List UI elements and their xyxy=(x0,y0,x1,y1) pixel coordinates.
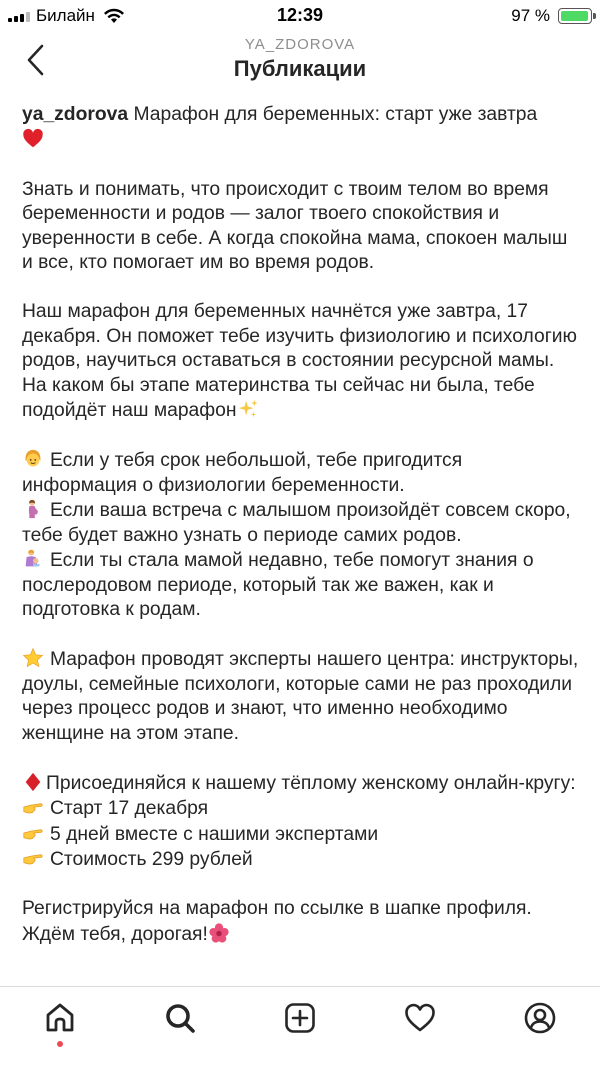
hibiscus-icon xyxy=(208,922,230,944)
woman-icon xyxy=(22,448,44,470)
register-text: Регистрируйся на марафон по ссылке в шапке профиля. Ждём тебя, дорогая! xyxy=(22,898,532,945)
page-title: Публикации xyxy=(233,56,367,81)
breastfeeding-icon xyxy=(22,548,44,570)
battery-group xyxy=(511,6,592,26)
tab-search[interactable] xyxy=(150,1001,210,1051)
experts-text: Марафон проводят эксперты нашего центра: инструкторы, доулы, семейные психологи, которые сами не раз проходили через процесс родов и знают, что именно необходимо женщине на этом этапе. xyxy=(22,649,579,744)
notification-dot xyxy=(57,1041,63,1047)
account-name: YA_ZDOROVA xyxy=(244,36,356,53)
profile-icon xyxy=(523,1001,557,1035)
new-post-icon xyxy=(283,1001,317,1035)
list-item xyxy=(22,847,582,873)
pointing-hand-icon xyxy=(22,847,44,869)
battery-icon xyxy=(558,8,592,24)
list-item-text: Старт 17 декабря xyxy=(50,798,209,819)
list-item xyxy=(22,498,582,548)
red-heart-icon xyxy=(22,128,44,150)
paragraph-2 xyxy=(22,300,582,424)
join-text: Присоединяйся к нашему тёплому женскому онлайн-кругу: xyxy=(46,772,576,794)
bottom-tab-bar xyxy=(0,986,600,1066)
status-bar xyxy=(0,0,600,32)
caption-headline: Марафон для беременных: старт уже завтра xyxy=(128,104,538,125)
carrier-name: Билайн xyxy=(36,6,95,25)
clock: 12:39 xyxy=(276,5,324,25)
battery-level xyxy=(561,11,588,21)
caption-intro xyxy=(22,103,582,153)
experts-paragraph xyxy=(22,647,582,746)
list-item-text: Если у тебя срок небольшой, тебе пригодится информация о физиологии беременности. xyxy=(22,450,463,496)
pointing-hand-icon xyxy=(22,796,44,818)
list-item xyxy=(22,548,582,623)
join-paragraph xyxy=(22,771,582,797)
list-item-text: Если ваша встреча с малышом произойдёт совсем скоро, тебе будет важно узнать о периоде самих родов. xyxy=(22,500,571,546)
sparkles-icon xyxy=(237,398,259,420)
tab-home[interactable] xyxy=(30,1001,90,1051)
tab-profile[interactable] xyxy=(510,1001,570,1051)
tab-activity[interactable] xyxy=(390,1001,450,1051)
list-item-text: 5 дней вместе с нашими экспертами xyxy=(50,823,379,845)
register-paragraph xyxy=(22,897,582,947)
list-item xyxy=(22,822,582,848)
home-icon xyxy=(43,1001,77,1035)
star-icon xyxy=(22,647,44,669)
list-item-text: Стоимость 299 рублей xyxy=(50,849,253,870)
paragraph-2-text: Наш марафон для беременных начнётся уже завтра, 17 декабря. Он поможет тебе изучить физиологию и психологию родов, научиться оставаться в состоянии ресурсной мамы. На каком бы этапе материнства ты сейчас ни была, тебе подойдёт наш марафон xyxy=(22,301,577,421)
battery-percent: 97 % xyxy=(511,6,550,25)
search-icon xyxy=(163,1001,197,1035)
pregnant-woman-icon xyxy=(22,498,44,520)
list-item-text: Если ты стала мамой недавно, тебе помогут знания о послеродовом периоде, который так же важен, как и подготовка к родам. xyxy=(22,550,534,620)
pointing-hand-icon xyxy=(22,822,44,844)
tab-new-post[interactable] xyxy=(270,1001,330,1051)
diamond-suit-icon xyxy=(22,771,44,793)
list-item xyxy=(22,796,582,822)
header xyxy=(0,32,600,88)
post-username[interactable]: ya_zdorova xyxy=(22,104,129,125)
heart-icon xyxy=(403,1001,437,1035)
post-caption xyxy=(22,103,582,993)
list-item xyxy=(22,448,582,498)
paragraph-1: Знать и понимать, что происходит с твоим телом во время беременности и родов — залог твоего спокойствия и уверенности в себе. А когда спокойна мама, спокоен малыш и все, кто помогает им во время родов. xyxy=(22,178,568,273)
